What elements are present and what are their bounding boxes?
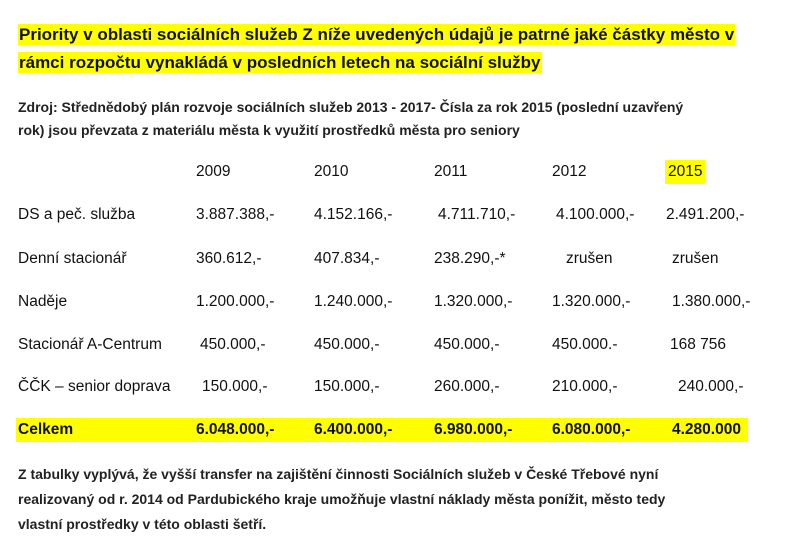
row-label: Denní stacionář [18,250,127,267]
table-cell: zrušen [672,250,719,267]
table-cell: 1.320.000,- [434,293,513,310]
total-row [0,418,794,442]
table-cell: 168 756 [670,336,727,353]
table-row [0,333,794,357]
conclusion-line-2: realizovaný od r. 2014 od Pardubického kraje umožňuje vlastní náklady města ponížit, město tedy [18,491,666,507]
table-cell: 1.240.000,- [314,293,393,310]
year-header: 2011 [434,163,468,180]
total-cell: 4.280.000 [672,421,741,438]
table-cell: 150.000,- [202,378,268,395]
table-cell: 407.834,- [314,250,380,267]
row-label: Naděje [18,293,68,310]
table-cell: 4.711.710,- [438,206,516,223]
table-cell: 4.100.000,- [556,206,635,223]
table-row [0,290,794,314]
table-cell: 450.000,- [314,336,380,353]
total-label: Celkem [18,421,74,438]
source-line-1: Zdroj: Střednědobý plán rozvoje sociálních služeb 2013 - 2017- Čísla za rok 2015 (poslední uzavřený [18,99,684,115]
row-label: ČČK – senior doprava [18,378,171,395]
table-cell: 238.290,-* [434,250,506,267]
table-cell: 450.000,- [200,336,266,353]
table-cell: 360.612,- [196,250,262,267]
table-cell: 450.000.- [552,336,618,353]
table-row [0,203,794,227]
table-cell: 240.000,- [678,378,744,395]
table-cell: 2.491.200,- [666,206,745,223]
document-heading [18,21,778,77]
conclusion-line-1: Z tabulky vyplývá, že vyšší transfer na zajištění činnosti Sociálních služeb v České Třebové nyní [18,466,659,482]
table-row [0,375,794,399]
table-cell: 450.000,- [434,336,500,353]
year-header-highlighted: 2015 [665,160,705,184]
table-cell: 3.887.388,- [196,206,275,223]
row-label: DS a peč. služba [18,206,136,223]
year-header: 2012 [552,163,587,180]
table-cell: 1.200.000,- [196,293,275,310]
table-row [0,247,794,271]
year-header: 2009 [196,163,231,180]
table-cell: 210.000,- [552,378,618,395]
table-cell: 1.380.000,- [672,293,751,310]
table-cell: 260.000,- [434,378,500,395]
table-cell: zrušen [566,250,613,267]
heading-line-1: Priority v oblasti sociálních služeb Z níže uvedených údajů je patrné jaké částky město v [19,25,735,44]
total-cell: 6.080.000,- [552,421,631,438]
heading-line-2: rámci rozpočtu vynakládá v posledních letech na sociální služby [19,53,541,72]
year-header: 2010 [314,163,349,180]
table-cell: 4.152.166,- [314,206,393,223]
total-cell: 6.980.000,- [434,421,513,438]
conclusion-paragraph [18,462,778,537]
total-cell: 6.400.000,- [314,421,393,438]
table-cell: 1.320.000,- [552,293,631,310]
source-note [18,96,778,142]
table-cell: 150.000,- [314,378,380,395]
source-line-2: rok) jsou převzata z materiálu města k využití prostředků města pro seniory [18,122,520,138]
year-header-row [0,160,794,184]
row-label: Stacionář A-Centrum [18,336,162,353]
total-cell: 6.048.000,- [196,421,275,438]
conclusion-line-3: vlastní prostředky v této oblasti šetří. [18,516,267,532]
